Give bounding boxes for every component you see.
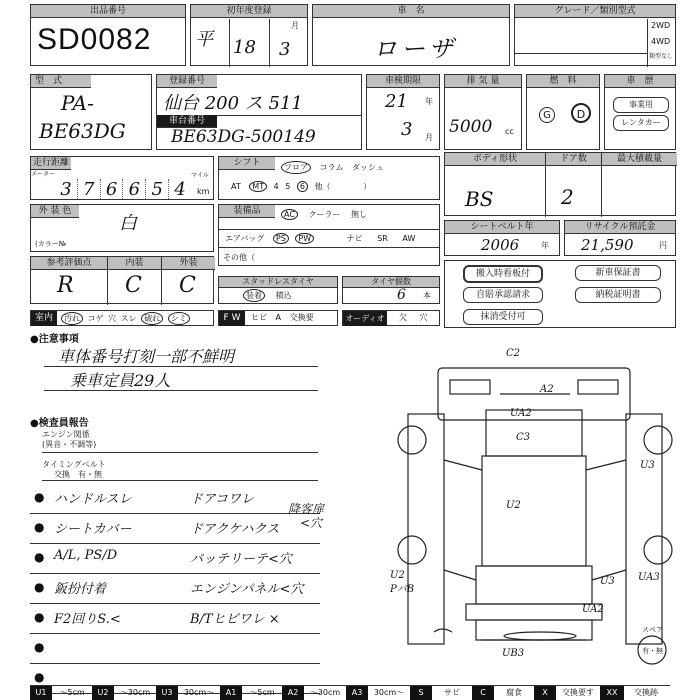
exterior-grade-value: C bbox=[179, 273, 196, 298]
report-item bbox=[30, 514, 323, 544]
history-rental: レンタカー bbox=[613, 115, 669, 131]
first-reg-month: 3 bbox=[279, 39, 291, 60]
stud-mounted: 装着 bbox=[243, 289, 265, 302]
history-box bbox=[604, 74, 676, 150]
interior-row bbox=[30, 310, 214, 326]
shift-4: 4 bbox=[273, 182, 279, 191]
report-title: ●検査員報告 bbox=[30, 418, 89, 429]
mileage-unit-km: km bbox=[197, 187, 210, 196]
fuel-g-text: G bbox=[543, 110, 551, 121]
meter-label: メーター bbox=[31, 171, 56, 178]
fuel-d-text: D bbox=[576, 108, 586, 121]
report-item-detail: バッテリーテ<穴 bbox=[190, 552, 292, 567]
shift-other-close: ） bbox=[363, 182, 372, 191]
timing-sub: 交換 有・無 bbox=[54, 470, 102, 479]
tire-unit: 本 bbox=[423, 291, 431, 300]
inspection-month-unit: 月 bbox=[425, 133, 433, 142]
roof-panel bbox=[486, 410, 582, 456]
body-type-label: ボディ形状 bbox=[445, 153, 545, 166]
docs-box bbox=[444, 260, 676, 328]
legend-code: S bbox=[410, 686, 432, 700]
engine-sub: (異音・不調等) bbox=[42, 440, 97, 449]
diagram-label: UB3 bbox=[502, 648, 525, 659]
equipment-label: 装備品 bbox=[219, 205, 275, 218]
shift-label: シフト bbox=[219, 157, 275, 170]
ref-grade-label: 参考評価点 bbox=[31, 257, 107, 270]
color-value: 白 bbox=[119, 213, 137, 234]
grade-label: グレード／類別型式 bbox=[515, 5, 675, 18]
chassis-label: 車台番号 bbox=[157, 115, 217, 128]
seatbelt-value: 2006 bbox=[481, 236, 520, 254]
spare-value: 有・無 bbox=[642, 647, 663, 655]
mileage-box bbox=[30, 156, 214, 200]
shift-at: AT bbox=[231, 182, 241, 191]
left-side-panel bbox=[408, 414, 444, 644]
model-name-box bbox=[312, 4, 510, 66]
seatbelt-unit: 年 bbox=[541, 241, 549, 250]
diagram-label: C2 bbox=[506, 348, 521, 359]
inspection-label: 車検期限 bbox=[367, 75, 439, 88]
seatbelt-label: シートベルト年 bbox=[445, 221, 559, 234]
interior-stain: 汚れ bbox=[61, 312, 83, 325]
shift-column: コラム bbox=[319, 163, 344, 172]
mileage-unit-mile: マイル bbox=[191, 172, 209, 179]
report-item-name: シートカバー bbox=[54, 522, 132, 537]
chassis-number: BE63DG-500149 bbox=[171, 127, 316, 147]
equip-ps: PS bbox=[273, 233, 289, 244]
interior-spot: シミ bbox=[168, 312, 190, 325]
recycle-value: 21,590 bbox=[581, 236, 634, 254]
report-item bbox=[30, 604, 320, 634]
report-item-detail: ドアクケハクス bbox=[190, 522, 280, 537]
damage-mark bbox=[434, 629, 452, 632]
equip-sr: SR bbox=[377, 234, 388, 243]
shift-6: 6 bbox=[297, 181, 308, 192]
legend-text: 交換要す bbox=[562, 688, 594, 697]
color-box bbox=[30, 204, 214, 252]
shift-dash: ダッシュ bbox=[352, 163, 384, 172]
equip-none: 無し bbox=[351, 210, 368, 219]
equip-aw: AW bbox=[402, 234, 416, 243]
interior-grade-label: 内装 bbox=[107, 257, 161, 270]
body-type-box bbox=[444, 152, 676, 216]
audio-missing: 欠 bbox=[399, 313, 407, 322]
front-body bbox=[476, 566, 592, 604]
damage-legend bbox=[30, 685, 670, 699]
bullet: ● bbox=[34, 640, 45, 654]
equip-navi: ナビ bbox=[346, 234, 363, 243]
report-item-name: F2回りS.< bbox=[54, 612, 121, 627]
audio-hole: 穴 bbox=[419, 313, 428, 322]
doc-tax: 納税証明書 bbox=[575, 287, 661, 303]
fw-a: A bbox=[275, 313, 282, 322]
audio-row-items bbox=[399, 312, 428, 323]
center-body bbox=[482, 456, 586, 566]
equipment-row2 bbox=[225, 233, 415, 244]
legend-code: U1 bbox=[30, 686, 52, 700]
interior-row-label: 室内 bbox=[31, 311, 57, 326]
mileage-digit: 4 bbox=[174, 179, 186, 200]
equip-pw: PW bbox=[295, 233, 314, 244]
drive-2wd: 2WD bbox=[651, 21, 671, 30]
diagram-label: C3 bbox=[516, 432, 531, 443]
legend-text: 交換跡 bbox=[634, 688, 658, 697]
note-line-2: 乗車定員29人 bbox=[70, 371, 171, 390]
equip-other-label: その他（ bbox=[223, 253, 255, 262]
body-type-value: BS bbox=[465, 187, 494, 211]
recycle-label: リサイクル預託金 bbox=[565, 221, 675, 234]
tire-box bbox=[342, 276, 440, 304]
fuel-d bbox=[571, 103, 591, 123]
bullet: ● bbox=[34, 580, 45, 594]
doc-cancel: 抹消受付可 bbox=[463, 309, 543, 325]
model-name-label: 車 名 bbox=[313, 5, 509, 18]
legend-text: 〜5cm bbox=[249, 688, 275, 697]
color-code-label: (カラー№ bbox=[35, 240, 67, 248]
diagram-label: U2 bbox=[390, 570, 405, 581]
diagram-label: U2 bbox=[506, 500, 521, 511]
fw-row bbox=[218, 310, 338, 326]
report-item-detail: エンジンパネル<穴 bbox=[190, 582, 304, 597]
mileage-digit: 5 bbox=[146, 179, 169, 199]
grades-box bbox=[30, 256, 214, 304]
inspection-month: 3 bbox=[401, 119, 413, 140]
shift-row2 bbox=[231, 181, 371, 192]
doors-value: 2 bbox=[561, 185, 574, 209]
legend-text: 腐食 bbox=[506, 688, 522, 697]
timing-label: タイミングベルト bbox=[42, 460, 106, 469]
displacement-value: 5000 bbox=[449, 117, 493, 137]
fuel-g bbox=[539, 107, 555, 123]
equipment-box bbox=[218, 204, 440, 266]
type-line1: PA- bbox=[61, 91, 94, 115]
capacity-label: 最大積載量 bbox=[601, 153, 677, 166]
report-item-detail: ドアコワレ bbox=[190, 492, 254, 507]
report-item-name: A/L, PS/D bbox=[54, 548, 118, 563]
fw-replace: 交換要 bbox=[289, 313, 314, 322]
interior-hole: 穴 bbox=[108, 314, 117, 323]
mileage-digit: 3 bbox=[55, 179, 78, 199]
inspection-year-unit: 年 bbox=[425, 97, 433, 106]
legend-text: サビ bbox=[444, 688, 460, 697]
legend-code: A2 bbox=[282, 686, 304, 700]
report-item bbox=[30, 484, 320, 514]
type-line2: BE63DG bbox=[39, 119, 126, 143]
displacement-box bbox=[444, 74, 522, 150]
shift-5: 5 bbox=[285, 182, 291, 191]
shift-mt: MT bbox=[249, 181, 267, 192]
report-item-name: ハンドルスレ bbox=[54, 492, 132, 507]
mileage-label: 走行距離 bbox=[32, 158, 69, 168]
report-item bbox=[30, 574, 320, 604]
first-reg-year: 18 bbox=[233, 37, 256, 58]
fw-crack: ヒビ bbox=[251, 313, 267, 322]
mileage-digit: 6 bbox=[123, 179, 146, 199]
tire-value: 6 bbox=[397, 287, 406, 303]
fuel-label: 燃 料 bbox=[527, 75, 599, 88]
fuel-box bbox=[526, 74, 600, 150]
stud-options bbox=[243, 289, 292, 302]
bullet: ● bbox=[34, 520, 45, 534]
interior-scuff: スレ bbox=[120, 314, 137, 323]
first-registration-label: 初年度登録 bbox=[191, 5, 307, 18]
interior-row-items bbox=[61, 312, 190, 325]
ref-grade-value: R bbox=[57, 273, 74, 298]
spare-label: スペア bbox=[642, 626, 663, 634]
report-item-name: 鈑扮付着 bbox=[54, 582, 107, 597]
legend-code: X bbox=[534, 686, 556, 700]
note-line-1: 車体番号打刻一部不鮮明 bbox=[58, 347, 235, 366]
type-label: 型 式 bbox=[31, 75, 91, 88]
diagram-label: PバB bbox=[390, 584, 415, 595]
legend-code: U3 bbox=[156, 686, 178, 700]
mileage-digits bbox=[55, 179, 191, 199]
type-box bbox=[30, 74, 152, 150]
doc-warranty: 新車保証書 bbox=[575, 265, 661, 281]
equipment-row1 bbox=[281, 209, 367, 220]
right-side-panel bbox=[626, 414, 662, 644]
color-label: 外 装 色 bbox=[31, 205, 79, 218]
drive-4wd: 4WD bbox=[651, 37, 671, 46]
side-note-1: 降客扉 bbox=[288, 502, 325, 516]
shift-other: 他（ bbox=[314, 182, 331, 191]
first-registration-box bbox=[190, 4, 308, 66]
shift-row1 bbox=[281, 161, 384, 174]
diagram-label: U3 bbox=[600, 576, 615, 587]
engine-label: エンジン関係 bbox=[42, 430, 90, 439]
month-unit: 月 bbox=[291, 21, 299, 30]
fw-row-label: F W bbox=[219, 311, 245, 326]
registration-box bbox=[156, 74, 362, 150]
grade-box bbox=[514, 4, 676, 66]
mileage-digit: 7 bbox=[78, 179, 101, 199]
front-right-wheel bbox=[644, 426, 672, 454]
diagram-label: UA2 bbox=[510, 408, 532, 419]
roof-rear bbox=[578, 380, 618, 394]
legend-code: U2 bbox=[92, 686, 114, 700]
doc-insurance: 自賠承認請求 bbox=[463, 287, 543, 303]
doc-signboard: 搬入時看板付 bbox=[463, 265, 543, 283]
legend-text: 30cm〜 bbox=[183, 688, 215, 697]
rear-left-wheel bbox=[398, 536, 426, 564]
damage-mark bbox=[504, 632, 576, 640]
legend-code: C bbox=[472, 686, 494, 700]
interior-burn: コゲ bbox=[87, 314, 104, 323]
recycle-box bbox=[564, 220, 676, 256]
legend-text: 〜30cm bbox=[119, 688, 151, 697]
interior-tear: 破れ bbox=[141, 312, 163, 325]
legend-text: 〜5cm bbox=[59, 688, 85, 697]
airbag-label: エアバッグ bbox=[225, 234, 265, 243]
report-list bbox=[30, 484, 323, 694]
recycle-unit: 円 bbox=[659, 241, 667, 250]
bullet: ● bbox=[34, 490, 45, 504]
lot-number: SD0082 bbox=[37, 23, 152, 56]
diagram-label: A2 bbox=[540, 384, 554, 395]
rear-right-wheel bbox=[644, 536, 672, 564]
doors-label: ドア数 bbox=[545, 153, 601, 166]
model-name: ローザ bbox=[373, 35, 457, 63]
inspection-year: 21 bbox=[385, 91, 408, 112]
roof-windshield bbox=[450, 380, 490, 394]
history-label: 車 歴 bbox=[605, 75, 675, 88]
audio-row bbox=[342, 310, 440, 326]
bullet: ● bbox=[34, 670, 45, 684]
stud-box bbox=[218, 276, 338, 304]
displacement-label: 排 気 量 bbox=[445, 75, 521, 88]
fw-row-items bbox=[251, 312, 314, 323]
side-note-2: <穴 bbox=[300, 516, 323, 530]
legend-code: XX bbox=[600, 686, 624, 700]
cc-unit: cc bbox=[505, 127, 514, 136]
interior-grade-value: C bbox=[125, 273, 142, 298]
equip-cooler: クーラー bbox=[308, 210, 341, 219]
legend-text: 〜30cm bbox=[309, 688, 341, 697]
inspection-box bbox=[366, 74, 440, 150]
legend-text: 30cm〜 bbox=[373, 688, 405, 697]
shift-floor: フロア bbox=[281, 161, 311, 174]
exterior-grade-label: 外装 bbox=[161, 257, 215, 270]
diagram-label: U3 bbox=[640, 460, 655, 471]
reg-label: 登録番号 bbox=[157, 75, 217, 88]
stud-loaded: 積込 bbox=[275, 291, 292, 300]
lot-number-label: 出品番号 bbox=[31, 5, 185, 18]
stud-label: スタッドレスタイヤ bbox=[219, 277, 337, 288]
diagram-label: UA2 bbox=[582, 604, 604, 615]
notes-title: ●注意事項 bbox=[30, 334, 79, 345]
history-business: 事業用 bbox=[613, 97, 669, 113]
tire-label: タイヤ個数 bbox=[343, 277, 439, 288]
reg-number: 仙台 200 ス 511 bbox=[163, 93, 303, 114]
shift-box bbox=[218, 156, 440, 200]
seatbelt-box bbox=[444, 220, 560, 256]
audio-row-label: オーディオ bbox=[343, 311, 387, 326]
equip-ac: AC bbox=[281, 209, 298, 220]
bullet: ● bbox=[34, 550, 45, 564]
diagram-label: UA3 bbox=[638, 572, 660, 583]
vehicle-damage-diagram bbox=[390, 340, 680, 670]
report-item-detail: B/Tヒビワレ × bbox=[190, 612, 280, 627]
bullet: ● bbox=[34, 610, 45, 624]
report-item bbox=[30, 634, 320, 664]
drive-none: 類型なし bbox=[649, 53, 674, 60]
legend-code: A1 bbox=[220, 686, 242, 700]
era: 平 bbox=[195, 29, 213, 50]
report-item bbox=[30, 544, 320, 574]
lot-number-box bbox=[30, 4, 186, 66]
mileage-digit: 6 bbox=[101, 179, 124, 199]
front-left-wheel bbox=[398, 426, 426, 454]
legend-code: A3 bbox=[346, 686, 368, 700]
